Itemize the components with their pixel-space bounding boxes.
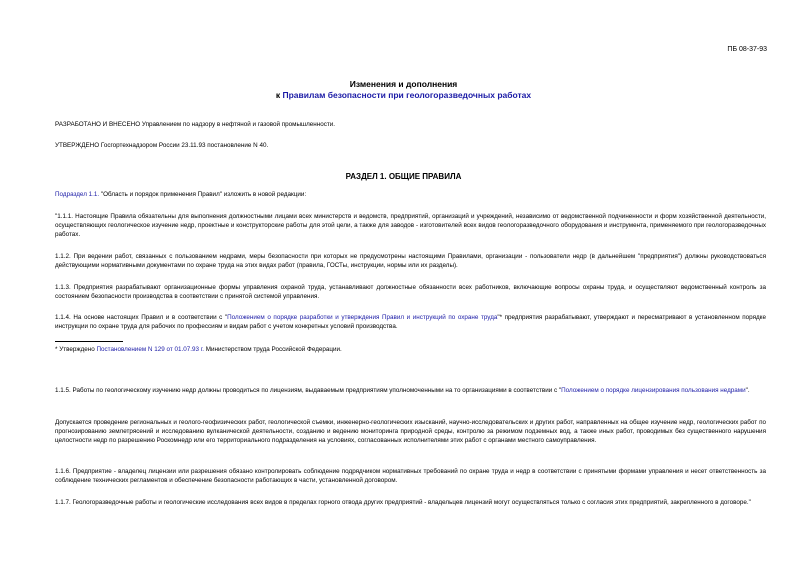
paragraph-1-1-5 [55, 386, 766, 395]
rules-link[interactable]: Правилам безопасности при геологоразведочных работах [282, 90, 532, 100]
p114-after: "* предприятия разрабатывают, утверждают и пересматривают в установленном порядке инструкции по охране труда для рабочих по профессиям и видам работ с учетом конкретных условий производства. [55, 314, 766, 331]
document-code: ПБ 08-37-93 [727, 46, 767, 53]
approved-by: УТВЕРЖДЕНО Госгортехнадзором России 23.11.93 постановление N 40. [55, 142, 269, 149]
title-prefix: к [275, 90, 283, 100]
licensing-link[interactable]: Положением о порядке лицензирования пользования недрами [561, 387, 746, 394]
p115-before: 1.1.5. Работы по геологическому изучению недр должны проводиться по лицензиям, выдаваемым предприятиям уполномоченными на то организациями в соответствии с " [55, 387, 562, 394]
footnote-before: * Утверждено [55, 346, 97, 353]
section-heading: РАЗДЕЛ 1. ОБЩИЕ ПРАВИЛА [345, 172, 462, 181]
paragraph-1-1-2: 1.1.2. При ведении работ, связанных с пользованием недрами, меры безопасности при которых не предусмотрены настоящими Правилами, организации - пользователи недр (в дальнейшем "предприятия") должны руководствоваться действующими нормативными документами по охране труда на этих видах работ (правила, ГОСТы, инструкции, нормы или их разделы). [55, 253, 766, 270]
p114-before: 1.1.4. На основе настоящих Правил и в соответствии с " [55, 314, 228, 321]
safety-instructions-link[interactable]: Положением о порядке разработки и утверждения Правил и инструкций по охране труда [227, 314, 498, 321]
footnote-link[interactable]: Постановлением N 129 от 01.07.93 г. [96, 346, 204, 353]
paragraph-1-1-3: 1.1.3. Предприятия разрабатывают организационные формы управления охраной труда, устанавливают должностные обязанности всех работников, включающие вопросы охраны труда, и осуществляют ведомственный контроль за состоянием безопасности производства в соответствии с принятой системой управления. [55, 284, 766, 301]
footnote [55, 345, 766, 354]
title-line1: Изменения и дополнения [349, 79, 458, 89]
subsection-text: "Область и порядок применения Правил" изложить в новой редакции: [99, 191, 307, 198]
paragraph-1-1-6: 1.1.6. Предприятие - владелец лицензии или разрешения обязано контролировать соблюдение подрядчиком нормативных требований по охране труда и недр в соответствии с принятыми формами управления и несет ответственность за соблюдение технических регламентов и обеспечение безопасности работающих в части, установленной договором. [55, 468, 766, 485]
document-title [0, 79, 807, 101]
subsection-intro [55, 190, 766, 199]
developed-by: РАЗРАБОТАНО И ВНЕСЕНО Управлением по надзору в нефтяной и газовой промышленности. [55, 121, 336, 128]
paragraph-1-1-7: 1.1.7. Геологоразведочные работы и геологические исследования всех видов в пределах горного отвода других предприятий - владельцев лицензий могут осуществляться только с согласия этих предприятий, закрепленного в договоре." [55, 499, 751, 506]
p115-after: ". [745, 387, 750, 394]
paragraph-1-1-1: "1.1.1. Настоящие Правила обязательны для выполнения должностными лицами всех министерств и ведомств, предприятий, организаций и учреждений, независимо от ведомственной подчиненности и форм хозяйственной деятельности, осуществляющих геологическое изучение недр, проектные и конструкторские работы для этой цели, а также для заводов - изготовителей всех видов геологоразведочного оборудования и инструмента, применяемого при геологоразведочных работах. [55, 213, 766, 239]
paragraph-1-1-4 [55, 313, 766, 331]
footnote-divider [55, 341, 123, 342]
footnote-after: Министерством труда Российской Федерации. [204, 346, 342, 353]
subsection-link[interactable]: Подраздел 1.1. [55, 191, 100, 198]
paragraph-allowed-works: Допускается проведение региональных и геолого-геофизических работ, геологической съемки, инженерно-геологических изысканий, научно-исследовательских и других работ, направленных на общее изучение недр, геологических работ по прогнозированию землетрясений и исследованию вулканической деятельности, созданию и ведению мониторинга природной среды, контролю за режимом подземных вод, а также иных работ, проводимых без существенного нарушения целостности недр по разрешению Роскомнедр или его территориального подразделения на условиях, согласованных исполнителями этих работ с органами местного самоуправления. [55, 419, 766, 445]
title-line2 [0, 90, 807, 101]
